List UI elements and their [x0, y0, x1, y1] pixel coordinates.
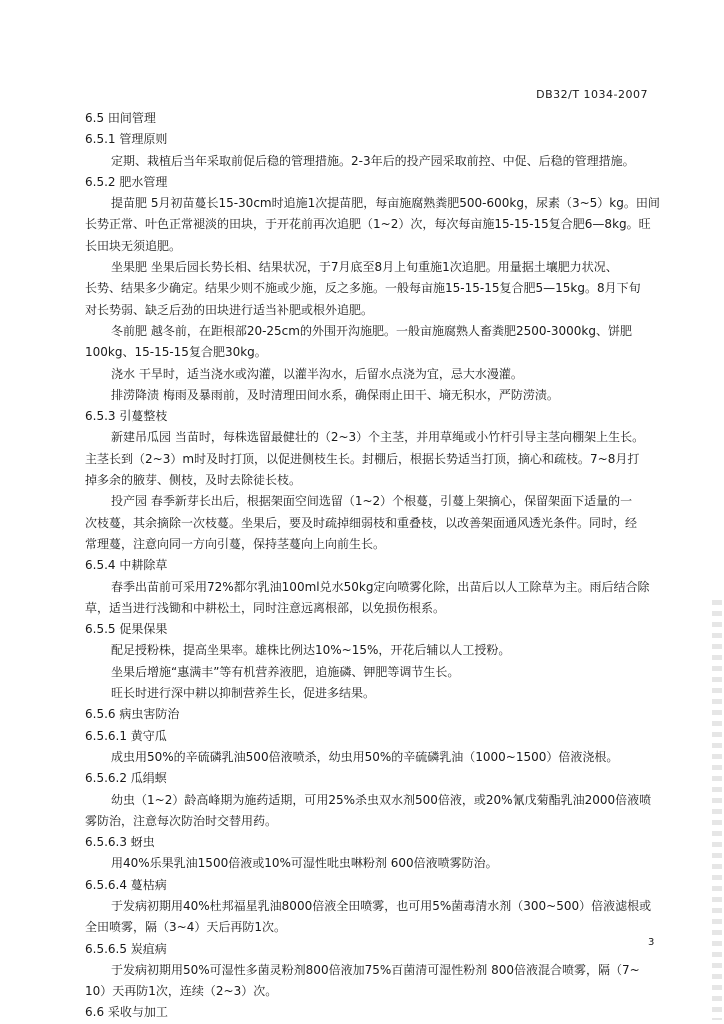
paragraph-line: 草，适当进行浅锄和中耕松土，同时注意远离根部，以免损伤根系。	[85, 600, 446, 615]
section-heading: 6.5.4 中耕除草	[85, 558, 168, 573]
paragraph-line: 主茎长到（2~3）m时及时打顶，以促进侧枝生长。封棚后，根据长势适当打顶，摘心和疏枝。7~8月打	[85, 451, 640, 466]
section-heading: 6.5.6.2 瓜绢螟	[85, 771, 167, 786]
paragraph-line: 成虫用50%的辛硫磷乳油500倍液喷杀，幼虫用50%的辛硫磷乳油（1000~1500）倍液浇根。	[111, 749, 619, 764]
paragraph-line: 10）天再防1次，连续（2~3）次。	[85, 984, 278, 999]
paragraph-line: 长势、结果多少确定。结果少则不施或少施，反之多施。一般每亩施15-15-15复合肥5—15kg。8月下旬	[85, 281, 641, 296]
section-heading: 6.5.6.4 蔓枯病	[85, 877, 167, 892]
section-heading: 6.5.6 病虫害防治	[85, 707, 180, 722]
paragraph-line: 雾防治，注意每次防治时交替用药。	[85, 813, 278, 828]
paragraph-line: 新建吊瓜园 当苗时，每株选留最健壮的（2~3）个主茎，并用草绳或小竹杆引导主茎向棚架上生长。	[111, 430, 645, 445]
section-heading: 6.5.6.5 炭疽病	[85, 941, 167, 956]
paragraph-line: 100kg、15-15-15复合肥30kg。	[85, 345, 267, 360]
section-heading: 6.5.5 促果保果	[85, 622, 168, 637]
paragraph-line: 掉多余的腋芽、侧枝，及时去除徒长枝。	[85, 473, 302, 488]
paragraph-line: 冬前肥 越冬前，在距根部20-25cm的外围开沟施肥。一般亩施腐熟人畜粪肥2500-3000kg、饼肥	[111, 323, 632, 338]
paragraph-line: 长田块无须追肥。	[85, 238, 182, 253]
section-heading: 6.5.3 引蔓整枝	[85, 409, 168, 424]
paragraph-line: 长势正常、叶色正常褪淡的田块，于开花前再次追肥（1~2）次，每次每亩施15-15-15复合肥6—8kg。旺	[85, 217, 651, 232]
standard-code: DB32/T 1034-2007	[536, 88, 648, 101]
section-heading: 6.5.2 肥水管理	[85, 174, 168, 189]
paragraph-line: 于发病初期用50%可湿性多菌灵粉剂800倍液加75%百菌清可湿性粉剂 800倍液混合喷雾，隔（7~	[111, 962, 640, 977]
paragraph-line: 春季出苗前可采用72%都尔乳油100ml兑水50kg定向喷雾化除，出苗后以人工除草为主。雨后结合除	[111, 579, 650, 594]
paragraph-line: 配足授粉株，提高坐果率。雄株比例达10%~15%，开花后辅以人工授粉。	[111, 643, 511, 658]
scan-edge-mark	[712, 600, 722, 1020]
document-body	[85, 108, 660, 1024]
paragraph-line: 幼虫（1~2）龄高峰期为施药适期，可用25%杀虫双水剂500倍液，或20%氰戊菊酯乳油2000倍液喷	[111, 792, 652, 807]
section-heading: 6.5.6.1 黄守瓜	[85, 728, 167, 743]
section-heading: 6.5.6.3 蚜虫	[85, 835, 155, 850]
paragraph-line: 坐果肥 坐果后园长势长相、结果状况，于7月底至8月上旬重施1次追肥。用量据土壤肥力状况、	[111, 260, 618, 275]
paragraph-line: 于发病初期用40%杜邦福星乳油8000倍液全田喷雾，也可用5%菌毒清水剂（300~500）倍液滤根或	[111, 898, 652, 913]
paragraph-line: 对长势弱、缺乏后劲的田块进行适当补肥或根外追肥。	[85, 302, 374, 317]
paragraph-line: 用40%乐果乳油1500倍液或10%可湿性吡虫啉粉剂 600倍液喷雾防治。	[111, 856, 498, 871]
paragraph-line: 提苗肥 5月初苗蔓长15-30cm时追施1次提苗肥，每亩施腐熟粪肥500-600kg，尿素（3~5）kg。田间	[111, 196, 660, 211]
section-heading: 6.5.1 管理原则	[85, 132, 168, 147]
paragraph-line: 常理蔓，注意向同一方向引蔓，保持茎蔓向上向前生长。	[85, 536, 386, 551]
paragraph-line: 定期、栽植后当年采取前促后稳的管理措施。2-3年后的投产园采取前控、中促、后稳的管理措施。	[111, 153, 635, 168]
paragraph-line: 投产园 春季新芽长出后，根据架面空间选留（1~2）个根蔓，引蔓上架摘心，保留架面下适量的一	[111, 494, 633, 509]
paragraph-line: 全田喷雾，隔（3~4）天后再防1次。	[85, 920, 286, 935]
paragraph-line: 坐果后增施“惠满丰”等有机营养液肥，追施磷、钾肥等调节生长。	[111, 664, 460, 679]
paragraph-line: 次枝蔓，其余摘除一次枝蔓。坐果后，要及时疏掉细弱枝和重叠枝，以改善架面通风透光条件。同时，经	[85, 515, 638, 530]
section-heading: 6.6 采收与加工	[85, 1005, 168, 1020]
page-number: 3	[648, 937, 655, 948]
paragraph-line: 浇水 干旱时，适当浇水或沟灌，以灌半沟水，后留水点浇为宜，忌大水漫灌。	[111, 366, 523, 381]
paragraph-line: 旺长时进行深中耕以抑制营养生长，促进多结果。	[111, 686, 376, 701]
section-heading: 6.5 田间管理	[85, 111, 156, 125]
paragraph-line: 排涝降渍 梅雨及暴雨前，及时清理田间水系，确保雨止田干、墒无积水，严防涝渍。	[111, 387, 559, 402]
